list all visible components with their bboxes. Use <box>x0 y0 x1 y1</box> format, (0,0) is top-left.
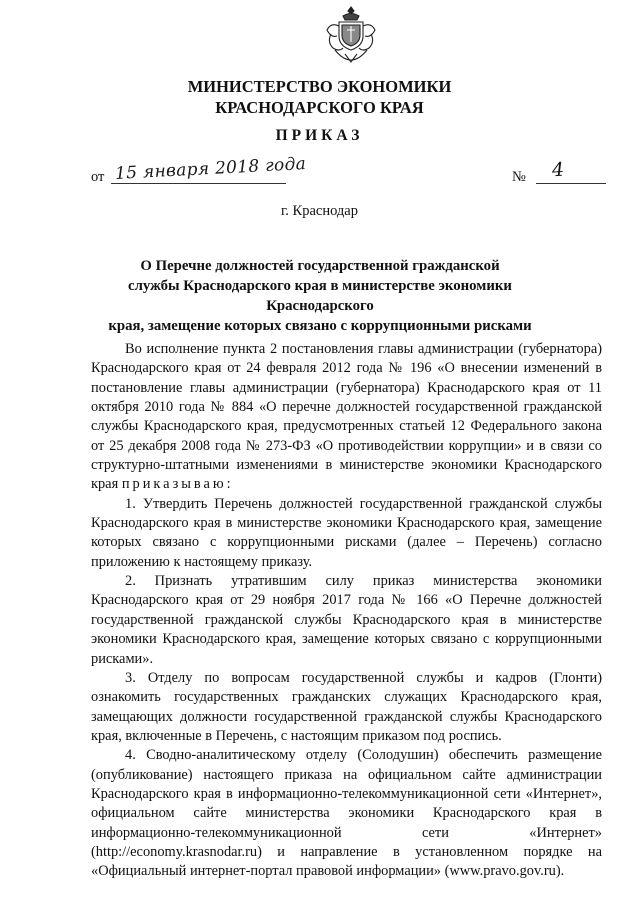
ministry-name-line1: МИНИСТЕРСТВО ЭКОНОМИКИ <box>187 77 452 96</box>
date-prefix: от <box>91 169 105 185</box>
intro-paragraph <box>91 340 602 495</box>
item-2: 2. Признать утратившим силу приказ министерства экономики Краснодарского края от 29 ноября 2017 года № 166 «О Перечне должностей государственной гражданской службы Краснодарского края в министерстве экономики Краснодарского края, замещение которых связано с коррупционными рисками». <box>91 573 602 667</box>
title-line1: О Перечне должностей государственной гражданской <box>140 258 500 274</box>
handwritten-date: 15 января 2018 года <box>114 153 307 184</box>
ministry-name-line2: КРАСНОДАРСКОГО КРАЯ <box>215 98 424 117</box>
city: г. Краснодар <box>280 203 358 219</box>
date-underline <box>111 183 286 184</box>
coat-of-arms-emblem <box>325 4 377 66</box>
number-underline <box>536 183 606 184</box>
item-3: 3. Отделу по вопросам государственной службы и кадров (Глонти) ознакомить государственных гражданских служащих Краснодарского края, замещающих должности государственной гражданской службы Краснодарского края, включенные в Перечень, с настоящим приказом под роспись. <box>91 669 602 744</box>
document-type: ПРИКАЗ <box>275 127 364 144</box>
handwritten-number: 4 <box>551 158 565 182</box>
document-body <box>91 340 602 882</box>
intro-text: Во исполнение пункта 2 постановления главы администрации (губернатора) Краснодарского края от 24 февраля 2012 года № 196 «О внесении изменений в постановление главы администрации (губернатора) Краснодарского края от 11 октября 2010 года № 884 «О перечне должностей государственной гражданской службы Краснодарского края, предусмотренных статьей 12 Федерального закона от 25 декабря 2008 года № 273-ФЗ «О противодействии коррупции» и в связи со структурно-штатными изменениями в министерстве экономики Краснодарского края <box>91 341 602 493</box>
document-title <box>80 256 560 336</box>
number-label: № <box>512 169 526 185</box>
order-word: приказываю: <box>121 476 234 493</box>
title-line3: края, замещение которых связано с коррупционными рисками <box>108 318 532 334</box>
item-1: 1. Утвердить Перечень должностей государственной гражданской службы Краснодарского края в министерстве экономики Краснодарского края, замещение которых связано с коррупционными рисками (далее – Перечень) согласно приложению к настоящему приказу. <box>91 495 602 570</box>
title-line2: службы Краснодарского края в министерстве экономики Краснодарского <box>128 278 512 314</box>
item-4: 4. Сводно-аналитическому отделу (Солодушин) обеспечить размещение (опубликование) настоящего приказа на официальном сайте администрации Краснодарского края в информационно-телекоммуникационной сети «Интернет», официальном сайте министерства экономики Краснодарского края в информационно-телекоммуникационной сети «Интернет» (http://economy.krasnodar.ru) и направление в установленном порядке на «Официальный интернет-портал правовой информации» (www.pravo.gov.ru). <box>91 747 602 880</box>
